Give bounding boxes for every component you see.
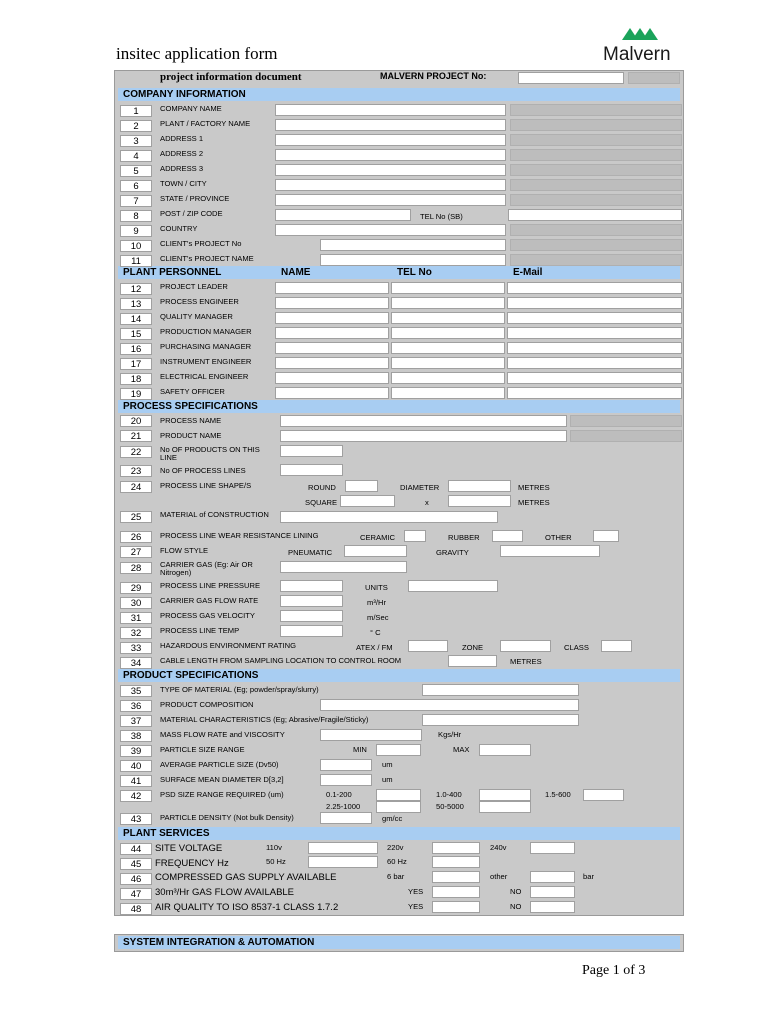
field-label: PSD SIZE RANGE REQUIRED (um) [160,790,284,799]
field-label: 110v [266,843,282,852]
field-label: INSTRUMENT ENGINEER [160,357,252,366]
field-label: Kgs/Hr [438,730,462,739]
input-field[interactable] [391,282,505,294]
input-field[interactable] [432,886,480,898]
field-label: TYPE OF MATERIAL (Eg; powder/spray/slurry) [160,685,319,694]
field-label: bar [583,872,594,881]
field-label: METRES [518,498,550,507]
row-number: 37 [120,715,152,727]
shaded-cell [510,179,682,191]
input-field[interactable] [280,445,343,457]
field-label: POST / ZIP CODE [160,209,223,218]
input-field[interactable] [320,239,506,251]
field-label: CERAMIC [360,533,396,542]
input-field[interactable] [391,342,505,354]
field-label: CLASS [564,643,589,652]
shaded-cell [510,239,682,251]
row-number: 20 [120,415,152,427]
input-field[interactable] [507,387,682,399]
input-field[interactable] [320,812,372,824]
field-label: 2.25-1000 [326,802,361,811]
field-label: um [382,760,393,769]
input-field[interactable] [507,372,682,384]
field-label: PRODUCTION MANAGER [160,327,252,336]
input-field[interactable] [275,342,389,354]
field-label: AIR QUALITY TO ISO 8537-1 CLASS 1.7.2 [155,902,339,913]
input-field[interactable] [508,209,682,221]
field-label: TOWN / CITY [160,179,207,188]
input-field[interactable] [507,282,682,294]
input-field[interactable] [280,511,498,523]
row-number: 8 [120,210,152,222]
project-no-extra [628,72,680,84]
project-no-label: MALVERN PROJECT No: [380,71,487,81]
field-label: 1.5-600 [545,790,571,799]
input-field[interactable] [275,134,506,146]
input-field[interactable] [530,871,575,883]
input-field[interactable] [308,842,378,854]
input-field[interactable] [320,699,579,711]
shaded-cell [510,104,682,116]
field-label: RUBBER [448,533,480,542]
row-number: 23 [120,465,152,477]
input-field[interactable] [432,901,480,913]
input-field[interactable] [479,744,531,756]
input-field[interactable] [275,282,389,294]
field-label: COMPANY NAME [160,104,222,113]
row-number: 27 [120,546,152,558]
field-label: MIN [353,745,367,754]
input-field[interactable] [376,744,421,756]
input-field[interactable] [376,801,421,813]
input-field[interactable] [280,580,343,592]
input-field[interactable] [432,842,480,854]
field-label: CLIENT's PROJECT No [160,239,242,248]
input-field[interactable] [275,387,389,399]
input-field[interactable] [500,545,600,557]
field-label: PROCESS ENGINEER [160,297,239,306]
row-number: 44 [120,843,152,855]
field-label: METRES [518,483,550,492]
input-field[interactable] [583,789,624,801]
shaded-cell [510,224,682,236]
field-label: m³/Hr [367,598,386,607]
input-field[interactable] [391,372,505,384]
shaded-cell [570,415,682,427]
field-label: ° C [370,628,381,637]
input-field[interactable] [320,729,422,741]
row-number: 38 [120,730,152,742]
row-number: 7 [120,195,152,207]
input-field[interactable] [320,254,506,266]
input-field[interactable] [275,297,389,309]
row-number: 48 [120,903,152,915]
input-field[interactable] [344,545,407,557]
row-number: 16 [120,343,152,355]
row-number: 28 [120,562,152,574]
input-field[interactable] [507,312,682,324]
field-label: SURFACE MEAN DIAMETER D[3,2] [160,775,284,784]
field-label: 0.1-200 [326,790,352,799]
row-number: 31 [120,612,152,624]
field-label: No OF PRODUCTS ON THIS LINE [160,445,260,462]
input-field[interactable] [391,387,505,399]
field-label: PROCESS LINE SHAPE/S [160,481,252,490]
input-field[interactable] [507,327,682,339]
field-label: PRODUCT COMPOSITION [160,700,254,709]
input-field[interactable] [275,179,506,191]
field-label: MAX [453,745,470,754]
field-label: 60 Hz [387,857,407,866]
row-number: 34 [120,657,152,669]
row-number: 17 [120,358,152,370]
input-field[interactable] [507,297,682,309]
field-label: PROCESS LINE PRESSURE [160,581,261,590]
input-field[interactable] [408,580,498,592]
input-field[interactable] [275,224,506,236]
input-field[interactable] [432,871,480,883]
input-field[interactable] [422,714,579,726]
field-label: PROJECT LEADER [160,282,228,291]
row-number: 18 [120,373,152,385]
section-personnel: PLANT PERSONNEL NAME TEL No E-Mail [118,266,680,279]
row-number: 13 [120,298,152,310]
field-label: ZONE [462,643,484,652]
field-label: METRES [510,657,542,666]
input-field[interactable] [275,372,389,384]
input-field[interactable] [275,312,389,324]
input-field[interactable] [275,327,389,339]
input-field[interactable] [448,495,511,507]
input-field[interactable] [500,640,551,652]
input-field[interactable] [275,209,411,221]
field-label: ADDRESS 1 [160,134,204,143]
input-field[interactable] [320,759,372,771]
input-field[interactable] [408,640,448,652]
input-field[interactable] [308,856,378,868]
field-label: DIAMETER [400,483,440,492]
field-label: MATERIAL CHARACTERISTICS (Eg; Abrasive/Fragile/Sticky) [160,715,369,724]
row-number: 2 [120,120,152,132]
section-process: PROCESS SPECIFICATIONS [118,400,680,413]
field-label: GRAVITY [436,548,469,557]
input-field[interactable] [530,886,575,898]
row-number: 5 [120,165,152,177]
field-label: 240v [490,843,507,852]
form-title: insitec application form [116,44,278,63]
input-field[interactable] [479,801,531,813]
row-number: 12 [120,283,152,295]
field-label: 30m³/Hr GAS FLOW AVAILABLE [155,887,295,898]
row-number: 33 [120,642,152,654]
row-number: 14 [120,313,152,325]
row-number: 19 [120,388,152,400]
row-number: 10 [120,240,152,252]
field-label: NO [510,902,522,911]
input-field[interactable] [280,595,343,607]
field-label: PURCHASING MANAGER [160,342,252,351]
field-label: OTHER [545,533,572,542]
row-number: 29 [120,582,152,594]
input-field[interactable] [280,415,567,427]
row-number: 26 [120,531,152,543]
field-label: ADDRESS 3 [160,164,204,173]
field-label: MASS FLOW RATE and VISCOSITY [160,730,285,739]
shaded-cell [510,194,682,206]
input-field[interactable] [391,357,505,369]
input-field[interactable] [376,789,421,801]
field-label: PARTICLE SIZE RANGE [160,745,245,754]
row-number: 6 [120,180,152,192]
input-field[interactable] [391,312,505,324]
row-number: 39 [120,745,152,757]
row-number: 36 [120,700,152,712]
input-field[interactable] [280,625,343,637]
row-number: 32 [120,627,152,639]
input-field[interactable] [432,856,480,868]
field-label: SQUARE [305,498,338,507]
input-field[interactable] [530,842,575,854]
row-number: 41 [120,775,152,787]
row-number: 9 [120,225,152,237]
field-label: ADDRESS 2 [160,149,204,158]
input-field[interactable] [280,561,407,573]
input-field[interactable] [391,297,505,309]
section-company: COMPANY INFORMATION [118,88,680,101]
field-label: ELECTRICAL ENGINEER [160,372,249,381]
field-label: TEL No (SB) [420,212,463,221]
input-field[interactable] [404,530,426,542]
input-field[interactable] [422,684,579,696]
row-number: 40 [120,760,152,772]
input-field[interactable] [492,530,523,542]
input-field[interactable] [530,901,575,913]
row-number: 30 [120,597,152,609]
project-no-field[interactable] [518,72,624,84]
input-field[interactable] [275,357,389,369]
row-number: 42 [120,790,152,802]
field-label: 50-5000 [436,802,464,811]
field-label: PARTICLE DENSITY (Not bulk Density) [160,813,294,822]
shaded-cell [510,254,682,266]
field-label: 6 bar [387,872,405,881]
row-number: 15 [120,328,152,340]
field-label: STATE / PROVINCE [160,194,230,203]
shaded-cell [510,134,682,146]
field-label: MATERIAL of CONSTRUCTION [160,510,269,519]
field-label: CARRIER GAS (Eg: Air OR Nitrogen) [160,560,253,577]
field-label: 1.0-400 [436,790,462,799]
field-label: UNITS [365,583,388,592]
field-label: ROUND [308,483,336,492]
row-number: 4 [120,150,152,162]
field-label: FREQUENCY Hz [155,858,229,869]
logo-text: Malvern [603,44,671,65]
field-label: x [425,498,429,507]
field-label: SAFETY OFFICER [160,387,225,396]
input-field[interactable] [593,530,619,542]
input-field[interactable] [280,610,343,622]
shaded-cell [570,430,682,442]
input-field[interactable] [280,464,343,476]
field-label: 50 Hz [266,857,286,866]
field-label: PROCESS GAS VELOCITY [160,611,255,620]
input-field[interactable] [601,640,632,652]
row-number: 11 [120,255,152,267]
row-number: 35 [120,685,152,697]
row-number: 25 [120,511,152,523]
field-label: HAZARDOUS ENVIRONMENT RATING [160,641,296,650]
shaded-cell [510,119,682,131]
field-label: m/Sec [367,613,389,622]
field-label: PLANT / FACTORY NAME [160,119,251,128]
input-field[interactable] [479,789,531,801]
doc-title: project information document [160,71,302,83]
field-label: CARRIER GAS FLOW RATE [160,596,259,605]
input-field[interactable] [280,430,567,442]
row-number: 47 [120,888,152,900]
row-number: 43 [120,813,152,825]
field-label: gm/cc [382,814,403,823]
field-label: CABLE LENGTH FROM SAMPLING LOCATION TO CONTROL ROOM [160,656,402,665]
row-number: 24 [120,481,152,493]
row-number: 22 [120,446,152,458]
field-label: FLOW STYLE [160,546,209,555]
input-field[interactable] [275,104,506,116]
field-label: other [490,872,508,881]
input-field[interactable] [320,774,372,786]
section-product: PRODUCT SPECIFICATIONS [118,669,680,682]
field-label: um [382,775,393,784]
input-field[interactable] [275,119,506,131]
section-system-integration: SYSTEM INTEGRATION & AUTOMATION [118,936,680,949]
field-label: YES [408,902,424,911]
field-label: PROCESS NAME [160,416,222,425]
shaded-cell [510,149,682,161]
input-field[interactable] [391,327,505,339]
input-field[interactable] [507,357,682,369]
shaded-cell [510,164,682,176]
input-field[interactable] [448,480,511,492]
field-label: CLIENT's PROJECT NAME [160,254,254,263]
row-number: 3 [120,135,152,147]
field-label: PNEUMATIC [288,548,333,557]
field-label: NO [510,887,522,896]
field-label: No OF PROCESS LINES [160,466,246,475]
field-label: 220v [387,843,404,852]
field-label: SITE VOLTAGE [155,843,223,854]
field-label: PROCESS LINE TEMP [160,626,240,635]
input-field[interactable] [275,194,506,206]
input-field[interactable] [448,655,497,667]
page-number: Page 1 of 3 [582,963,646,978]
field-label: COUNTRY [160,224,198,233]
section-services: PLANT SERVICES [118,827,680,840]
field-label: PROCESS LINE WEAR RESISTANCE LINING [160,531,319,540]
field-label: PRODUCT NAME [160,431,222,440]
field-label: QUALITY MANAGER [160,312,233,321]
input-field[interactable] [345,480,378,492]
field-label: COMPRESSED GAS SUPPLY AVAILABLE [155,872,337,883]
row-number: 46 [120,873,152,885]
input-field[interactable] [340,495,395,507]
field-label: AVERAGE PARTICLE SIZE (Dv50) [160,760,279,769]
row-number: 21 [120,430,152,442]
field-label: ATEX / FM [356,643,393,652]
row-number: 45 [120,858,152,870]
row-number: 1 [120,105,152,117]
input-field[interactable] [275,164,506,176]
input-field[interactable] [507,342,682,354]
field-label: YES [408,887,424,896]
input-field[interactable] [275,149,506,161]
